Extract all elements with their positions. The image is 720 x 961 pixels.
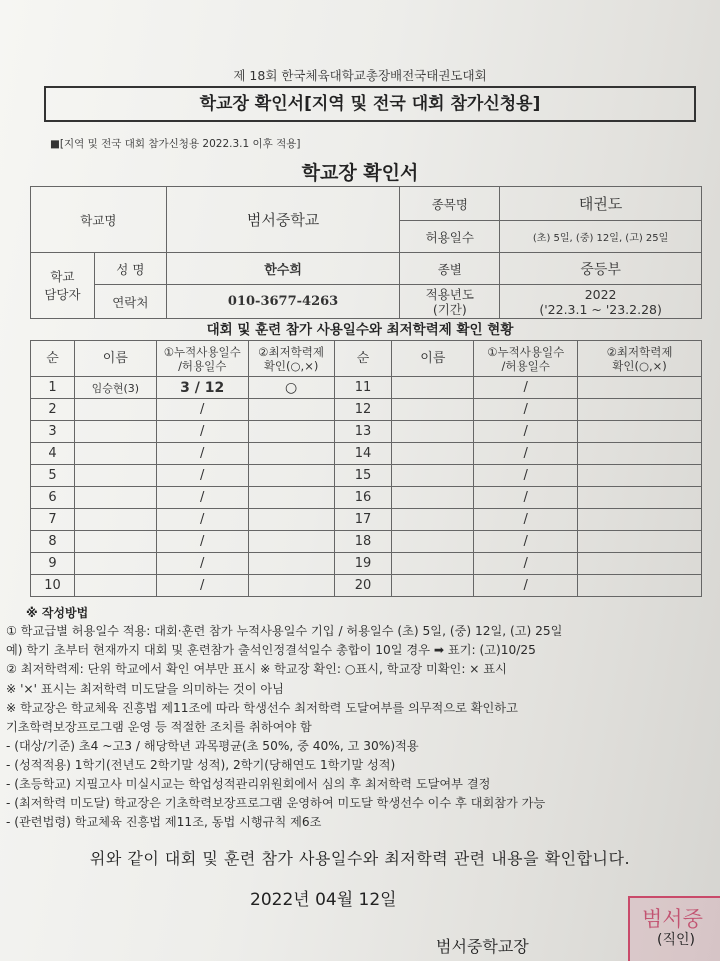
days-used-right: / [474, 465, 578, 487]
min-grade-check-right [578, 377, 702, 399]
min-grade-check [248, 465, 334, 487]
min-grade-check-right [578, 531, 702, 553]
row-no-right: 11 [334, 377, 392, 399]
row-no: 2 [31, 399, 75, 421]
row-no-right: 17 [334, 509, 392, 531]
table-row [31, 443, 702, 465]
col-check-left [248, 341, 334, 377]
school-name-label: 학교명 [31, 187, 167, 253]
student-name [74, 487, 156, 509]
row-no: 5 [31, 465, 75, 487]
usage-subtitle: 대회 및 훈련 참가 사용일수와 최저학력제 확인 현황 [206, 322, 514, 338]
col-name-right: 이름 [392, 341, 474, 377]
method-heading: ※ 작성방법 [26, 606, 89, 620]
days-used-right: / [474, 487, 578, 509]
manager-label-line1: 학교 [50, 268, 75, 284]
seal-text: 범서중 [642, 907, 703, 931]
days-used-right: / [474, 575, 578, 597]
days-used-right: / [474, 443, 578, 465]
student-name-right [392, 487, 474, 509]
row-no-right: 20 [334, 575, 392, 597]
days-used-right: / [474, 531, 578, 553]
col-name-left: 이름 [74, 341, 156, 377]
student-name-right [392, 443, 474, 465]
student-name [74, 531, 156, 553]
method-line-9: - (초등학교) 지필고사 미실시교는 학업성적관리위원회에서 심의 후 최저학력 도달여부 결정 [6, 777, 491, 791]
usage-header-row [31, 341, 702, 377]
year-label [400, 285, 500, 319]
year-label-line1: 적용년도 [425, 286, 474, 302]
signing-date: 2022년 04월 12일 [250, 890, 397, 910]
event-label: 종목명 [400, 187, 500, 221]
category-value: 중등부 [500, 253, 702, 285]
days-used: / [156, 399, 248, 421]
days-used: / [156, 487, 248, 509]
days-used: / [156, 509, 248, 531]
table-row [31, 421, 702, 443]
row-no: 6 [31, 487, 75, 509]
min-grade-check [248, 487, 334, 509]
col-days-left-line2: /허용일수 [178, 358, 227, 373]
col-check-right-line1: ②최저학력제 [606, 344, 673, 359]
min-grade-check [248, 575, 334, 597]
min-grade-check-right [578, 575, 702, 597]
row-no-right: 19 [334, 553, 392, 575]
student-name [74, 553, 156, 575]
days-used-right: / [474, 377, 578, 399]
confirmation-statement: 위와 같이 대회 및 훈련 참가 사용일수와 최저학력 관련 내용을 확인합니다. [89, 849, 631, 868]
row-no: 8 [31, 531, 75, 553]
method-line-5: ※ 학교장은 학교체육 진흥법 제11조에 따라 학생선수 최저학력 도달여부를 의무적으로 확인하고 [6, 701, 518, 715]
usage-table [30, 340, 702, 597]
col-days-right-line2: /허용일수 [501, 358, 550, 373]
student-name-right [392, 465, 474, 487]
table-row [31, 553, 702, 575]
days-used-right: / [474, 509, 578, 531]
category-label: 종별 [400, 253, 500, 285]
method-line-8: - (성적적용) 1학기(전년도 2학기말 성적), 2학기(당해연도 1학기말 성적) [6, 758, 396, 772]
days-used: / [156, 443, 248, 465]
student-name [74, 509, 156, 531]
row-no: 3 [31, 421, 75, 443]
main-title: 학교장 확인서 [301, 162, 419, 184]
days-used: / [156, 421, 248, 443]
student-name-right [392, 531, 474, 553]
row-no-right: 12 [334, 399, 392, 421]
table-row [31, 487, 702, 509]
student-name: 임승현(3) [74, 377, 156, 399]
min-grade-check [248, 553, 334, 575]
min-grade-check-right [578, 487, 702, 509]
table-row [31, 531, 702, 553]
table-row [31, 575, 702, 597]
student-name [74, 421, 156, 443]
row-no: 10 [31, 575, 75, 597]
student-name [74, 443, 156, 465]
allowed-days-label: 허용일수 [400, 221, 500, 253]
days-used-right: / [474, 421, 578, 443]
name-label: 성 명 [94, 253, 166, 285]
event-value: 태권도 [500, 187, 702, 221]
table-row [31, 465, 702, 487]
student-name [74, 399, 156, 421]
days-used: / [156, 465, 248, 487]
method-line-2: 예) 학기 초부터 현재까지 대회 및 훈련참가 출석인정결석일수 총합이 10일 경우 ➡ 표기: (고)10/25 [6, 643, 536, 657]
row-no-right: 16 [334, 487, 392, 509]
col-check-right-line2: 확인(○,×) [612, 358, 667, 373]
col-days-right-line1: ①누적사용일수 [487, 344, 565, 359]
min-grade-check [248, 509, 334, 531]
min-grade-check [248, 443, 334, 465]
days-used-right: / [474, 553, 578, 575]
manager-label [31, 253, 95, 319]
days-used: / [156, 531, 248, 553]
row-no: 7 [31, 509, 75, 531]
col-days-left-line1: ①누적사용일수 [163, 344, 241, 359]
student-name [74, 575, 156, 597]
student-name-right [392, 377, 474, 399]
school-name-value: 범서중학교 [166, 187, 400, 253]
method-line-6: 기초학력보장프로그램 운영 등 적절한 조치를 취하여야 함 [6, 720, 312, 734]
min-grade-check: ○ [248, 377, 334, 399]
min-grade-check-right [578, 443, 702, 465]
school-info-table [30, 186, 702, 319]
col-check-right [578, 341, 702, 377]
days-used-right: / [474, 399, 578, 421]
method-line-7: - (대상/기준) 초4 ~고3 / 해당학년 과목평균(초 50%, 중 40%, 고 30%)적용 [6, 739, 419, 753]
year-label-line2: (기간) [432, 301, 467, 317]
year-value-line1: 2022 [584, 286, 617, 302]
row-no: 4 [31, 443, 75, 465]
col-days-left [156, 341, 248, 377]
col-no-right: 순 [334, 341, 392, 377]
contact-value: 010-3677-4263 [166, 285, 400, 319]
row-no-right: 14 [334, 443, 392, 465]
student-name-right [392, 575, 474, 597]
method-line-3: ② 최저학력제: 단위 학교에서 확인 여부만 표시 ※ 학교장 확인: ○표시, 학교장 미확인: × 표시 [6, 662, 507, 676]
row-no-right: 15 [334, 465, 392, 487]
year-value [500, 285, 702, 319]
year-value-line2: ('22.3.1 ~ '23.2.28) [539, 301, 662, 317]
student-name-right [392, 399, 474, 421]
contact-label: 연락처 [94, 285, 166, 319]
min-grade-check-right [578, 553, 702, 575]
stamp-label: (직인) [657, 932, 695, 948]
table-row [31, 399, 702, 421]
min-grade-check-right [578, 421, 702, 443]
student-name [74, 465, 156, 487]
row-no: 9 [31, 553, 75, 575]
days-used: 3 / 12 [156, 377, 248, 399]
form-title: 학교장 확인서[지역 및 전국 대회 참가신청용] [44, 86, 696, 122]
col-check-left-line1: ②최저학력제 [258, 344, 325, 359]
allowed-days-value: (초) 5일, (중) 12일, (고) 25일 [500, 221, 702, 253]
method-line-11: - (관련법령) 학교체육 진흥법 제11조, 동법 시행규칙 제6조 [6, 815, 322, 829]
manager-label-line2: 담당자 [44, 286, 81, 302]
method-line-10: - (최저학력 미도달) 학교장은 기초학력보장프로그램 운영하여 미도달 학생선수 이수 후 대회참가 가능 [6, 796, 546, 810]
min-grade-check-right [578, 465, 702, 487]
row-no-right: 18 [334, 531, 392, 553]
col-check-left-line2: 확인(○,×) [263, 358, 319, 373]
student-name-right [392, 509, 474, 531]
col-no-left: 순 [31, 341, 75, 377]
student-name-right [392, 553, 474, 575]
application-note: ■[지역 및 전국 대회 참가신청용 2022.3.1 이후 적용] [50, 138, 301, 150]
principal-signature: 범서중학교장 [436, 937, 529, 956]
min-grade-check [248, 421, 334, 443]
min-grade-check [248, 531, 334, 553]
method-line-4: ※ '×' 표시는 최저학력 미도달을 의미하는 것이 아님 [6, 682, 284, 696]
days-used: / [156, 553, 248, 575]
days-used: / [156, 575, 248, 597]
row-no-right: 13 [334, 421, 392, 443]
table-row [31, 509, 702, 531]
col-days-right [474, 341, 578, 377]
row-no: 1 [31, 377, 75, 399]
min-grade-check-right [578, 509, 702, 531]
method-line-1: ① 학교급별 허용일수 적용: 대회·훈련 참가 누적사용일수 기입 / 허용일수 (초) 5일, (중) 12일, (고) 25일 [6, 624, 563, 638]
student-name-right [392, 421, 474, 443]
min-grade-check [248, 399, 334, 421]
competition-name: 제 18회 한국체육대학교총장배전국태권도대회 [233, 68, 487, 83]
manager-name-value: 한수희 [166, 253, 400, 285]
table-row [31, 377, 702, 399]
min-grade-check-right [578, 399, 702, 421]
